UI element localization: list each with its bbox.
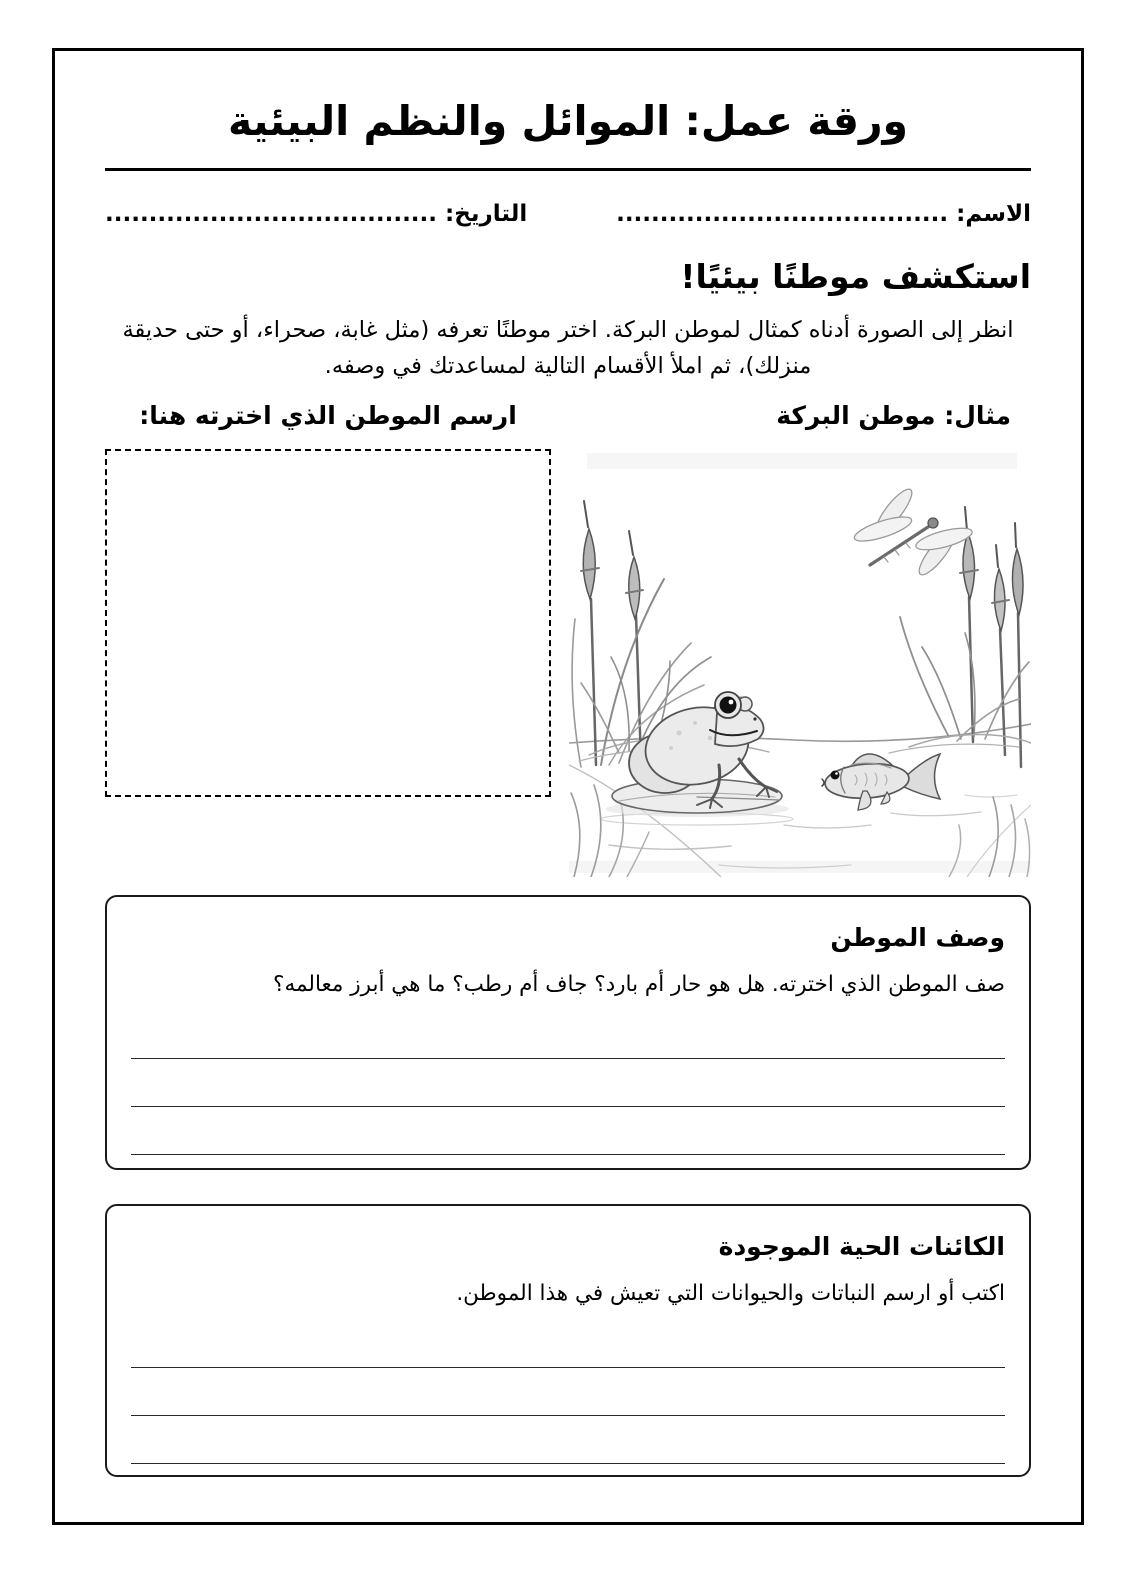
- writing-lines: [131, 1011, 1005, 1155]
- habitat-description-box: [105, 895, 1031, 1170]
- name-blank[interactable]: ......................................: [616, 201, 949, 228]
- example-column: [569, 400, 1031, 877]
- date-field: [105, 201, 527, 227]
- name-label: الاسم:: [956, 201, 1031, 228]
- date-blank[interactable]: ......................................: [105, 201, 438, 228]
- section-title: وصف الموطن: [830, 922, 1005, 952]
- writing-line[interactable]: [131, 1320, 1005, 1368]
- drawing-area[interactable]: [105, 449, 551, 797]
- page-title: ورقة عمل: الموائل والنظم البيئية: [227, 97, 909, 145]
- writing-line[interactable]: [131, 1107, 1005, 1155]
- cattails-right-icon: [889, 507, 1031, 877]
- writing-lines: [131, 1320, 1005, 1464]
- name-date-row: [105, 201, 1031, 227]
- fish-icon: [822, 754, 940, 810]
- dragonfly-icon: [852, 485, 974, 579]
- worksheet-page: [52, 48, 1084, 1525]
- draw-title: ارسم الموطن الذي اخترته هنا:: [139, 401, 517, 431]
- example-title: مثال: موطن البركة: [776, 401, 1011, 431]
- name-field: [616, 201, 1031, 227]
- writing-line[interactable]: [131, 1011, 1005, 1059]
- explore-heading: استكشف موطنًا بيئيًا!: [680, 257, 1031, 297]
- draw-column: [105, 400, 551, 797]
- pond-illustration: [569, 447, 1031, 877]
- writing-line[interactable]: [131, 1059, 1005, 1107]
- intro-paragraph: انظر إلى الصورة أدناه كمثال لموطن البركة. اختر موطنًا تعرفه (مثل غابة، صحراء، أو حتى حديقة منزلك)، ثم املأ الأقسام التالية لمساعدتك في وصفه.: [122, 317, 1014, 380]
- writing-line[interactable]: [131, 1416, 1005, 1464]
- date-label: التاريخ:: [445, 201, 528, 228]
- living-things-box: [105, 1204, 1031, 1477]
- section-title: الكائنات الحية الموجودة: [718, 1231, 1005, 1261]
- title-divider: [105, 168, 1031, 171]
- section-prompt: اكتب أو ارسم النباتات والحيوانات التي تعيش في هذا الموطن.: [456, 1280, 1005, 1306]
- writing-line[interactable]: [131, 1368, 1005, 1416]
- section-prompt: صف الموطن الذي اخترته. هل هو حار أم بارد؟ جاف أم رطب؟ ما هي أبرز معالمه؟: [273, 971, 1005, 997]
- two-column-area: [105, 400, 1031, 877]
